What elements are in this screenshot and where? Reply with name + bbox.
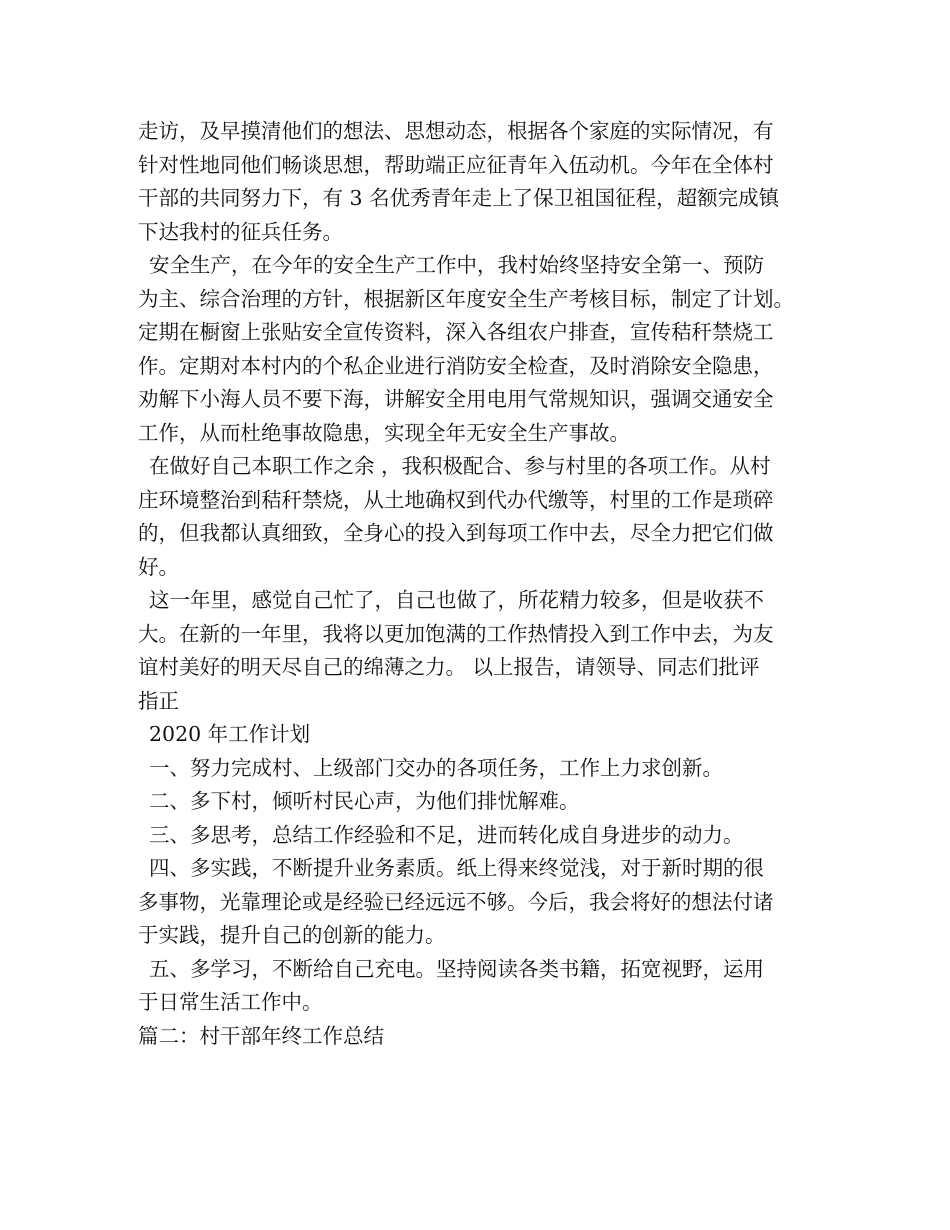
text-line: 庄环境整治到秸秆禁烧，从土地确权到代办代缴等，村里的工作是琐碎 <box>138 487 774 512</box>
paragraph-safety <box>138 249 828 450</box>
text-line: 在做好自己本职工作之余 ，我积极配合、参与村里的各项工作。从村 <box>149 454 771 478</box>
plan-item-5 <box>138 953 828 1020</box>
text-line: 下达我村的征兵任务。 <box>138 219 343 244</box>
text-line: 多事物，光靠理论或是经验已经远远不够。今后，我会将好的想法付诸 <box>138 889 774 914</box>
text-line: 大。在新的一年里，我将以更加饱满的工作热情投入到工作中去，为友 <box>138 621 774 646</box>
text-line: 走访，及早摸清他们的想法、思想动态，根据各个家庭的实际情况，有 <box>138 119 774 143</box>
text-line: 谊村美好的明天尽自己的绵薄之力。 以上报告，请领导、同志们批评 <box>138 655 760 679</box>
section-heading-work-plan <box>138 718 828 752</box>
text-line: 干部的共同努力下，有 3 名优秀青年走上了保卫祖国征程，超额完成镇 <box>138 186 780 210</box>
text-line: 于日常生活工作中。 <box>138 990 323 1014</box>
text-line: 四、多实践，不断提升业务素质。纸上得来终觉浅，对于新时期的很 <box>149 856 764 880</box>
text-line: 一、努力完成村、上级部门交办的各项任务，工作上力求创新。 <box>149 755 723 780</box>
text-line: 五、多学习，不断给自己充电。坚持阅读各类书籍，拓宽视野，运用 <box>149 956 764 981</box>
text-line: 劝解下小海人员不要下海，讲解安全用电用气常规知识，强调交通安全 <box>138 387 774 411</box>
text-line: 2020 年工作计划 <box>149 722 311 746</box>
text-line: 于实践，提升自己的创新的能力。 <box>138 923 446 947</box>
text-line: 二、多下村，倾听村民心声，为他们排忧解难。 <box>149 789 580 813</box>
chapter-heading <box>138 1020 828 1054</box>
text-line: 工作，从而杜绝事故隐患，实现全年无安全生产事故。 <box>138 420 630 445</box>
text-line: 篇二：村干部年终工作总结 <box>138 1023 384 1048</box>
text-line: 定期在橱窗上张贴安全宣传资料，深入各组农户排查，宣传秸秆禁烧工 <box>138 320 774 344</box>
plan-item-4 <box>138 852 828 953</box>
text-line: 为主、综合治理的方针，根据新区年度安全生产考核目标，制定了计划。 <box>138 286 794 311</box>
text-line: 这一年里，感觉自己忙了，自己也做了，所花精力较多，但是收获不 <box>149 588 764 612</box>
text-line: 作。定期对本村内的个私企业进行消防安全检查，及时消除安全隐患， <box>138 353 774 378</box>
plan-item-3 <box>138 819 828 853</box>
text-line: 安全生产，在今年的安全生产工作中，我村始终坚持安全第一、预防 <box>149 253 764 277</box>
text-line: 好。 <box>138 554 179 579</box>
text-line: 三、多思考，总结工作经验和不足，进而转化成自身进步的动力。 <box>149 822 744 847</box>
paragraph-recruitment <box>138 115 828 249</box>
plan-item-1 <box>138 752 828 786</box>
text-line: 的，但我都认真细致，全身心的投入到每项工作中去，尽全力把它们做 <box>138 521 774 545</box>
document-page <box>138 115 828 1053</box>
paragraph-other-work <box>138 450 828 584</box>
paragraph-summary <box>138 584 828 718</box>
text-line: 针对性地同他们畅谈思想，帮助端正应征青年入伍动机。今年在全体村 <box>138 152 774 177</box>
plan-item-2 <box>138 785 828 819</box>
text-line: 指正 <box>138 688 179 713</box>
